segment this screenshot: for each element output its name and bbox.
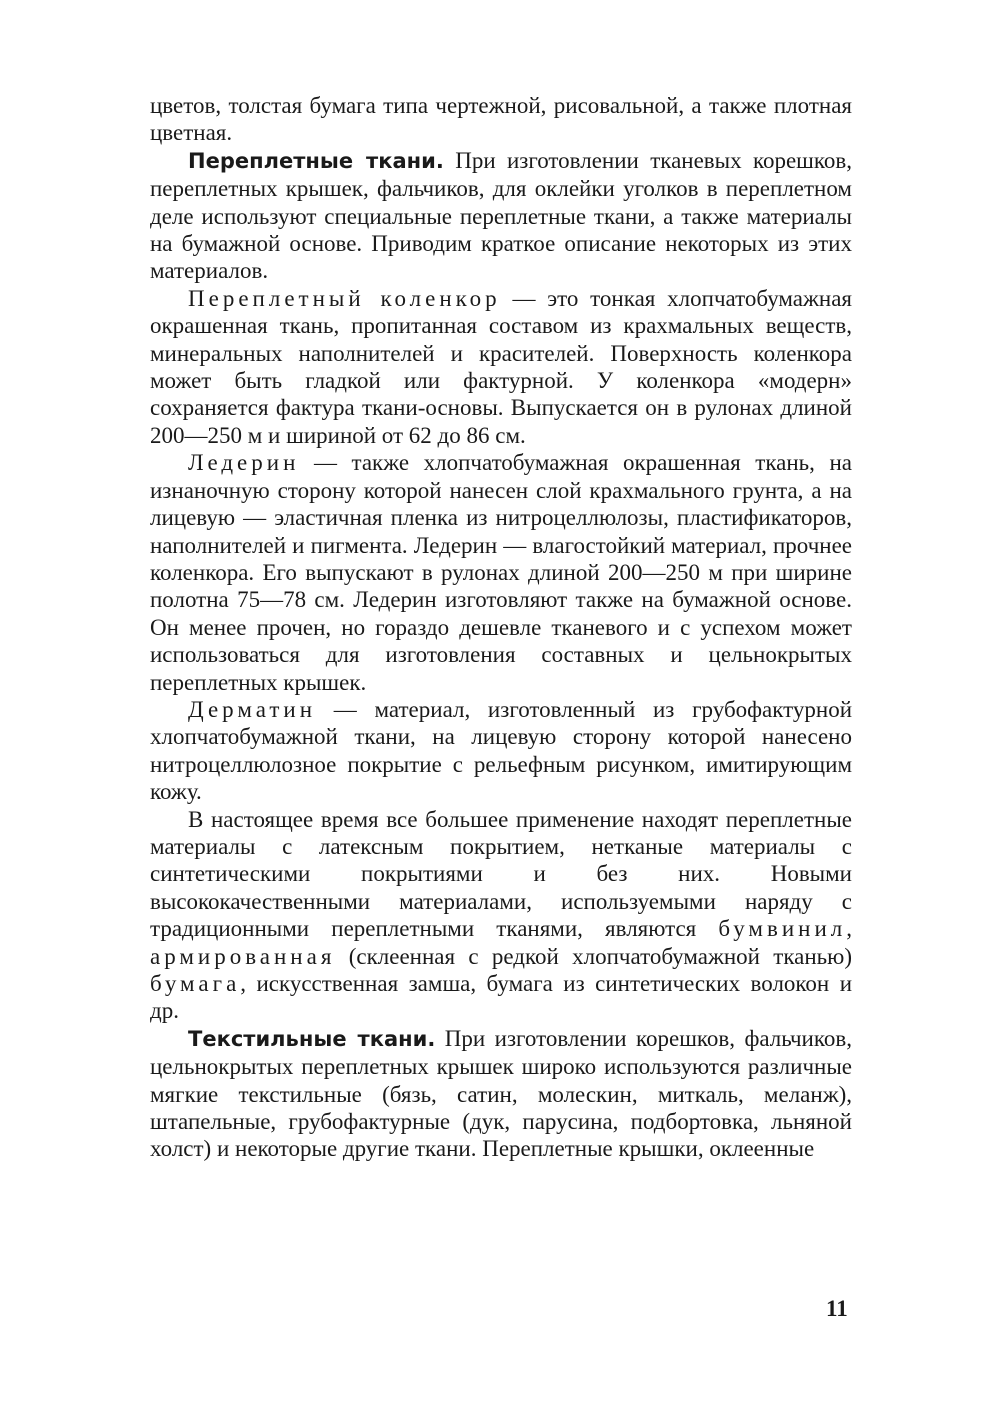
paragraph-text: — материал, изготовленный из грубофактурной хлопчатобумажной ткани, на лицевую сторону которой нанесено нитроцеллюлозное покрытие с рельефным рисунком, имитирующим кожу. xyxy=(150,696,852,805)
page-number: 11 xyxy=(826,1296,848,1321)
term-paper: бумага xyxy=(150,971,241,996)
body-text xyxy=(150,92,852,1163)
paragraph-text: При изготовлении тканевых корешков, переплетных крышек, фальчиков, для оклейки уголков в переплетном деле используют специальные переплетные ткани, а также материалы на бумажной основе. Приводим краткое описание некоторых из этих материалов. xyxy=(150,147,853,284)
term-reinforced: армированная xyxy=(150,943,336,969)
paragraph-lederin xyxy=(150,449,852,696)
term-dermatin: Дерматин xyxy=(188,696,317,722)
paragraph-textile-fabrics xyxy=(150,1025,852,1163)
term-calico: Переплетный коленкор xyxy=(188,285,501,311)
paragraph-text: При изготовлении корешков, фальчиков, цельнокрытых переплетных крышек широко используются различные мягкие текстильные (бязь, сатин, молескин, миткаль, меланж), штапельные, грубофактурные (дук, парусина, подбортовка, льняной холст) и некоторые другие ткани. Переплетные крышки, оклеенные xyxy=(150,1025,852,1162)
section-heading-binding-fabrics: Переплетные ткани. xyxy=(188,148,444,173)
paragraph-text: , искусственная замша, бумага из синтетических волокон и др. xyxy=(150,971,852,1024)
paragraph-dermatin xyxy=(150,696,852,806)
paragraph-paper-continued xyxy=(150,92,852,147)
paragraph-text: , xyxy=(846,916,852,942)
term-lederin: Ледерин xyxy=(188,450,300,476)
term-bumvinil: бумвинил xyxy=(718,916,847,942)
paragraph-binding-fabrics xyxy=(150,147,852,285)
paragraph-text: — это тонкая хлопчатобумажная окрашенная ткань, пропитанная составом из крахмальных веществ, минеральных наполнителей и красителей. Поверхность коленкора может быть гладкой или фактурной. У коленкора «модерн» сохраняется фактура ткани-основы. Выпускается он в рулонах длиной 200—250 м и шириной от 62 до 86 см. xyxy=(150,285,852,448)
paragraph-text: (склеенная с редкой хлопчатобумажной тканью) xyxy=(335,943,852,969)
paragraph-text: В настоящее время все большее применение находят переплетные материалы с латексным покрытием, нетканые материалы с синтетическими покрытиями и без них. Новыми высококачественными материалами, используемыми наряду с традиционными переплетными тканями, являются xyxy=(150,806,852,942)
paragraph-text: цветов, толстая бумага типа чертежной, рисовальной, а также плотная цветная. xyxy=(150,93,852,146)
paragraph-calico xyxy=(150,285,852,449)
paragraph-modern-materials xyxy=(150,806,852,1025)
section-heading-textile-fabrics: Текстильные ткани. xyxy=(188,1026,436,1051)
paragraph-text: — также хлопчатобумажная окрашенная ткань, на изнаночную сторону которой нанесен слой крахмального грунта, а на лицевую — эластичная пленка из нитроцеллюлозы, пластификаторов, наполнителей и пигмента. Ледерин — влагостойкий материал, прочнее коленкора. Его выпускают в рулонах длиной 200—250 м при ширине полотна 75—78 см. Ледерин изготовляют также на бумажной основе. Он менее прочен, но гораздо дешевле тканевого и с успехом может использоваться для изготовления составных и цельнокрытых переплетных крышек. xyxy=(150,450,852,695)
